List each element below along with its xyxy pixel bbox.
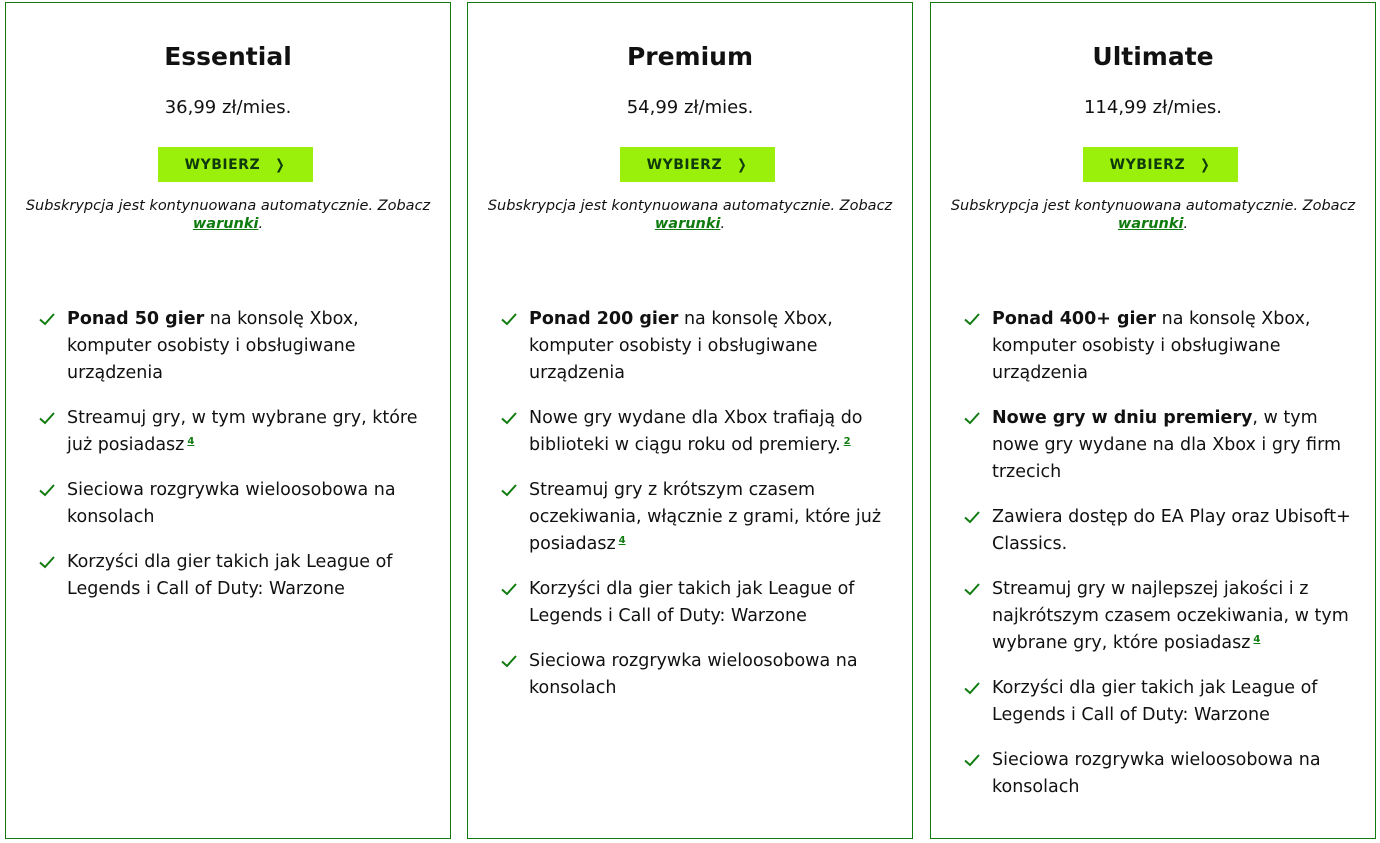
check-icon xyxy=(38,481,56,499)
feature-item xyxy=(961,306,1363,387)
feature-item xyxy=(498,477,900,558)
terms-link[interactable]: warunki xyxy=(192,216,259,232)
feature-highlight: Nowe gry w dniu premiery xyxy=(992,408,1253,428)
footnote-ref xyxy=(619,535,626,546)
feature-text: Korzyści dla gier takich jak League of Legends i Call of Duty: Warzone xyxy=(529,579,855,626)
check-icon xyxy=(963,751,981,769)
plan-title: Essential xyxy=(164,42,292,71)
chevron-right-icon: ❯ xyxy=(275,156,286,173)
feature-highlight: Ponad 50 gier xyxy=(67,309,205,329)
feature-highlight: Ponad 400+ gier xyxy=(992,309,1157,329)
chevron-right-icon: ❯ xyxy=(737,156,748,173)
feature-text: Korzyści dla gier takich jak League of Legends i Call of Duty: Warzone xyxy=(67,552,393,599)
feature-item xyxy=(961,504,1363,558)
terms-link[interactable]: warunki xyxy=(654,216,721,232)
feature-item xyxy=(961,747,1363,801)
feature-list xyxy=(961,306,1363,819)
select-plan-button[interactable] xyxy=(620,147,775,182)
plan-price: 54,99 zł/mies. xyxy=(626,97,754,118)
note-end: . xyxy=(258,216,264,232)
footnote-ref xyxy=(187,436,194,447)
chevron-right-icon: ❯ xyxy=(1200,156,1211,173)
note-end: . xyxy=(1183,216,1189,232)
button-label: WYBIERZ xyxy=(646,156,723,173)
feature-highlight: Ponad 200 gier xyxy=(529,309,679,329)
check-icon xyxy=(963,508,981,526)
feature-text: Korzyści dla gier takich jak League of Legends i Call of Duty: Warzone xyxy=(992,678,1318,725)
footnote-ref xyxy=(844,436,851,447)
note-text: Subskrypcja jest kontynuowana automatycznie. Zobacz xyxy=(487,198,893,214)
check-icon xyxy=(500,481,518,499)
plan-card-ultimate xyxy=(930,2,1376,839)
auto-renew-note xyxy=(468,197,912,233)
feature-list xyxy=(36,306,438,621)
plan-price: 114,99 zł/mies. xyxy=(1083,97,1223,118)
plan-card-premium xyxy=(467,2,913,839)
footnote-link[interactable]: 2 xyxy=(843,436,851,447)
plan-price: 36,99 zł/mies. xyxy=(164,97,292,118)
plan-title: Ultimate xyxy=(1092,42,1214,71)
button-label: WYBIERZ xyxy=(1109,156,1186,173)
feature-item xyxy=(36,306,438,387)
plan-title: Premium xyxy=(626,42,754,71)
check-icon xyxy=(38,409,56,427)
feature-text: Streamuj gry z krótszym czasem oczekiwania, włącznie z grami, które już posiadasz xyxy=(529,480,882,554)
check-icon xyxy=(38,310,56,328)
footnote-link[interactable]: 4 xyxy=(187,436,195,447)
feature-text: Sieciowa rozgrywka wieloosobowa na konsolach xyxy=(992,750,1321,797)
select-plan-button[interactable] xyxy=(1083,147,1238,182)
feature-text: na konsolę Xbox, komputer osobisty i obsługiwane urządzenia xyxy=(529,309,833,383)
note-text: Subskrypcja jest kontynuowana automatycznie. Zobacz xyxy=(950,198,1356,214)
feature-text: Zawiera dostęp do EA Play oraz Ubisoft+ Classics. xyxy=(992,507,1351,554)
note-end: . xyxy=(720,216,726,232)
feature-item xyxy=(498,576,900,630)
check-icon xyxy=(500,652,518,670)
feature-text: , w tym nowe gry wydane na dla Xbox i gry firm trzecich xyxy=(992,408,1342,482)
terms-link[interactable]: warunki xyxy=(1117,216,1184,232)
feature-text: na konsolę Xbox, komputer osobisty i obsługiwane urządzenia xyxy=(992,309,1311,383)
footnote-link[interactable]: 4 xyxy=(1253,634,1261,645)
footnote-ref xyxy=(1253,634,1260,645)
select-plan-button[interactable] xyxy=(158,147,313,182)
feature-item xyxy=(498,405,900,459)
feature-item xyxy=(36,549,438,603)
check-icon xyxy=(500,580,518,598)
auto-renew-note xyxy=(931,197,1375,233)
feature-text: Sieciowa rozgrywka wieloosobowa na konsolach xyxy=(529,651,858,698)
plan-card-essential xyxy=(5,2,451,839)
feature-text: na konsolę Xbox, komputer osobisty i obsługiwane urządzenia xyxy=(67,309,359,383)
feature-text: Sieciowa rozgrywka wieloosobowa na konsolach xyxy=(67,480,396,527)
button-label: WYBIERZ xyxy=(184,156,261,173)
check-icon xyxy=(500,409,518,427)
footnote-link[interactable]: 4 xyxy=(618,535,626,546)
feature-list xyxy=(498,306,900,720)
feature-text: Streamuj gry, w tym wybrane gry, które już posiadasz xyxy=(67,408,418,455)
feature-item xyxy=(36,405,438,459)
check-icon xyxy=(963,679,981,697)
feature-text: Streamuj gry w najlepszej jakości i z najkrótszym czasem oczekiwania, w tym wybrane gry, które posiadasz xyxy=(992,579,1349,653)
check-icon xyxy=(963,409,981,427)
check-icon xyxy=(963,310,981,328)
feature-item xyxy=(498,648,900,702)
check-icon xyxy=(38,553,56,571)
check-icon xyxy=(500,310,518,328)
feature-item xyxy=(498,306,900,387)
feature-item xyxy=(36,477,438,531)
note-text: Subskrypcja jest kontynuowana automatycznie. Zobacz xyxy=(25,198,431,214)
feature-text: Nowe gry wydane dla Xbox trafiają do biblioteki w ciągu roku od premiery. xyxy=(529,408,863,455)
feature-item xyxy=(961,675,1363,729)
check-icon xyxy=(963,580,981,598)
feature-item xyxy=(961,405,1363,486)
feature-item xyxy=(961,576,1363,657)
auto-renew-note xyxy=(6,197,450,233)
